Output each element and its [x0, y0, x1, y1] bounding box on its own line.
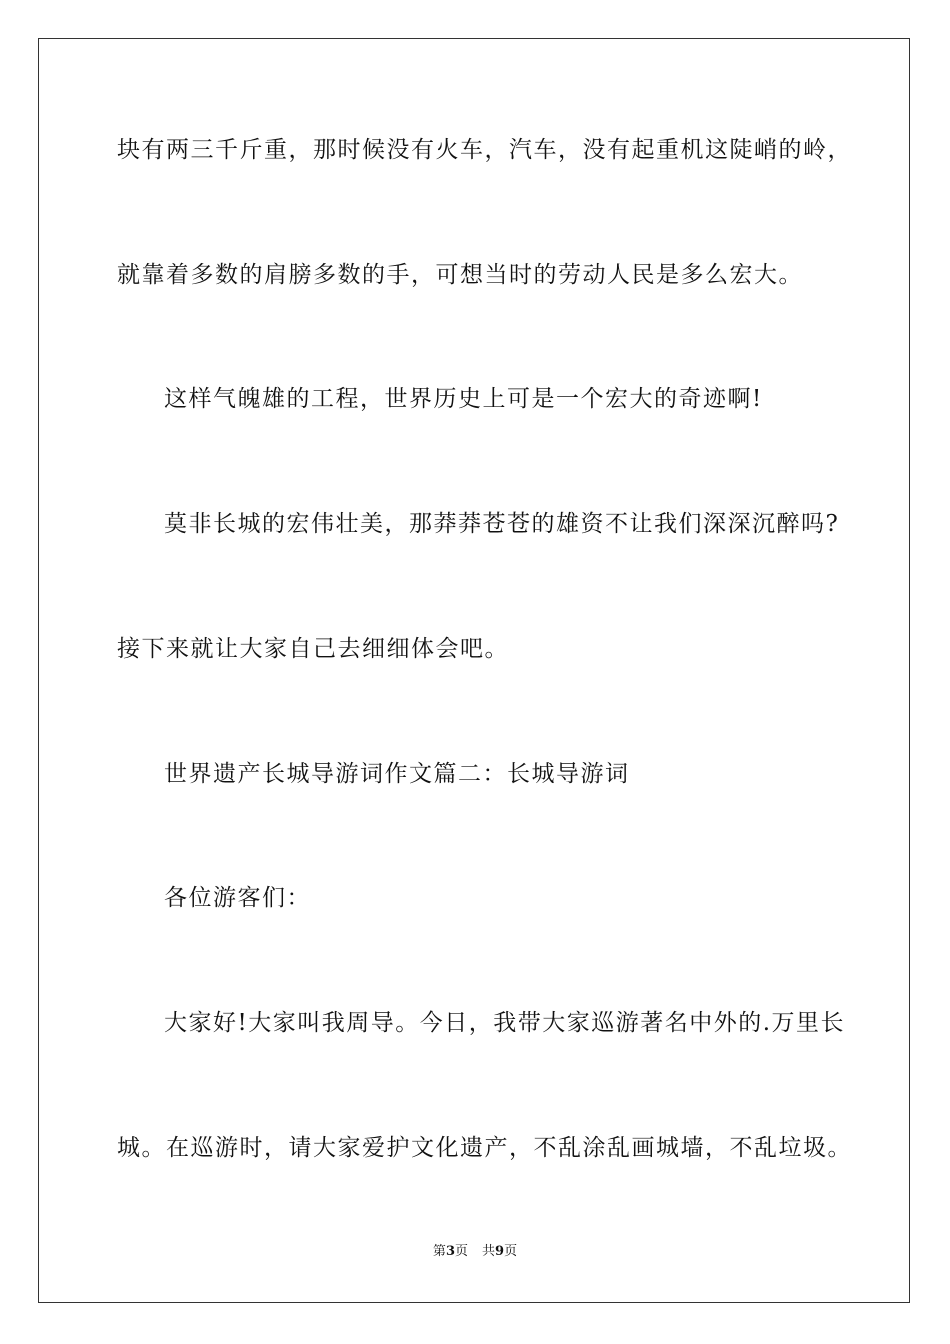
page-prefix: 第	[432, 1244, 446, 1259]
current-page-number: 3	[445, 1244, 455, 1259]
body-line-9: 城。在巡游时，请大家爱护文化遗产，不乱涂乱画城墙，不乱垃圾。	[117, 1135, 852, 1161]
body-line-3: 这样气魄雄的工程，世界历史上可是一个宏大的奇迹啊!	[164, 386, 763, 412]
body-line-2: 就靠着多数的肩膀多数的手，可想当时的劳动人民是多么宏大。	[117, 262, 803, 288]
section-heading: 世界遗产长城导游词作文篇二：长城导游词	[164, 761, 630, 787]
body-line-5: 接下来就让大家自己去细细体会吧。	[117, 636, 509, 662]
greeting-line: 各位游客们：	[164, 885, 311, 911]
body-line-4: 莫非长城的宏伟壮美，那莽莽苍苍的雄资不让我们深深沉醉吗?	[164, 511, 840, 537]
page-frame	[38, 38, 910, 1303]
total-suffix: 页	[504, 1244, 518, 1259]
body-line-8: 大家好!大家叫我周导。今日，我带大家巡游著名中外的.万里长	[164, 1010, 846, 1036]
body-line-1: 块有两三千斤重，那时候没有火车，汽车，没有起重机这陡峭的岭，	[117, 137, 852, 163]
total-page-number: 9	[495, 1244, 505, 1259]
page-footer	[0, 1243, 950, 1261]
total-prefix: 共	[482, 1244, 496, 1259]
page-suffix: 页	[454, 1244, 468, 1259]
